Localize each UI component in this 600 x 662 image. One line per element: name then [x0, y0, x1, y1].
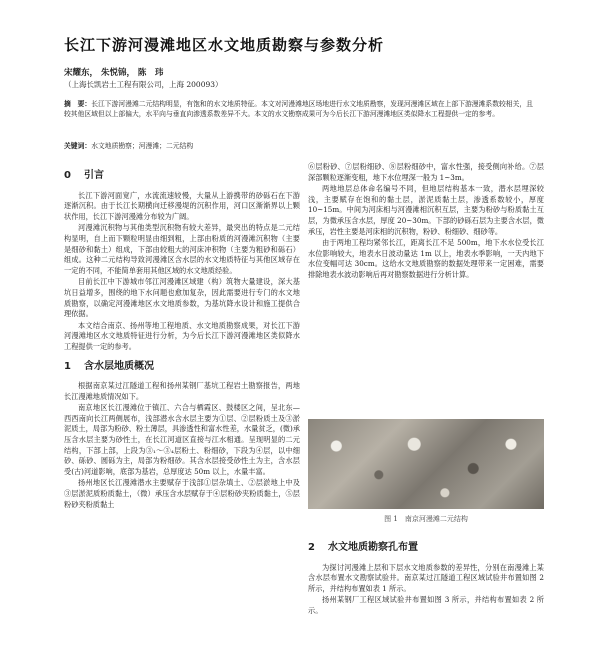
keywords-label: 关键词： [64, 142, 92, 150]
paragraph: 河漫滩沉积物与其他类型沉积物有较大差异，最突出的特点是二元结构显明，自上而下颗粒明显由细到粗，上部由粉质的河漫滩沉积物（主要是细砂和黏土）组成，下部由较粗大的河床冲积物（主要为粗砂和砾石）组成。这种二元结构导致河漫滩区含水层的水文地质特征与其他区域存在一定的不同，不能简单套用其他区域的水文地质经验。 [64, 223, 300, 275]
section-title: 引言 [84, 170, 104, 181]
section-heading-intro [64, 171, 300, 182]
paragraph: 扬州某钢厂工程区域试验井布置如图 3 所示，并结构布置如表 2 所示。 [308, 595, 544, 615]
section-title: 水文地质勘察孔布置 [328, 542, 418, 553]
paragraph: 两地地层总体命名编号不同，但地层结构基本一致，潜水层埋深较浅，主要赋存在饱和的黏土层，淤泥质黏土层，渗透系数较小，厚度 10~15m。中间为河床相与河漫滩相沉积互层，主要为粉砂与粉质黏土互层，为微承压含水层，厚度 20~30m。下部的砂砾石层为主要含水层，微承压，岩性主要是河床相的沉积物，粉砂、粉细砂、细砂等。 [308, 184, 544, 236]
section-number: 0 [64, 170, 71, 181]
abstract-label: 摘 要： [64, 100, 92, 108]
paper-authors: 宋耀东， 朱悦锦， 陈 玮 [64, 68, 164, 78]
paragraph: 为探讨河漫滩上层和下层水文地质参数的差异性，分别在南漫滩上某含水层布置水文勘察试验井。南京某过江隧道工程区域试验井布置如图 2 所示，并结构布置如表 1 所示。 [308, 562, 544, 593]
figure-caption: 图 1 南京河漫滩二元结构 [384, 515, 468, 523]
paragraph: 本文结合南京、扬州等地工程地质、水文地质勘察成果，对长江下游河漫滩地区水文地质特征进行分析，为今后长江下游河漫滩地区类似降水工程提供一定的参考。 [64, 320, 300, 351]
left-column [64, 162, 300, 511]
paragraph: 长江下游河面宽广，水流流速较慢，大量从上游携带的砂砾石在下游逐渐沉积。由于长江长期横向迁移漫堤的沉积作用，河口区渐渐界以上颗状作用，长江下游河漫滩分布较为广阔。 [64, 190, 300, 221]
paragraph: 根据南京某过江隧道工程和扬州某钢厂基坑工程岩土勘察报告，两地长江漫滩地质情况如下。 [64, 381, 300, 401]
section-title: 含水层地质概况 [84, 360, 154, 372]
abstract [64, 100, 538, 119]
right-column [308, 162, 544, 282]
section-heading-aquifer [64, 362, 300, 373]
paragraph: 南京地区长江漫滩位于镇江、六合与栖霞区、鼓楼区之间，呈北东—西西南向长江两侧展布，浅部潜水含水层主要为①层、②层粉质土及③淤泥质土，局部为粉砂、粉土薄层，具渗透性和富水性差，水量贫乏，(微)承压含水层主要为砂性土，在长江河道区直接与江水相通。呈现明显的二元结构，下部上部，上段为③₁～③₄层粉土、粉细砂，下段为④层，以中细砂、砾砂、圆砾为主，局部为粉细砂。其含水层接受砂性土为主，含水层受(古)河道影响，底部为基岩，总厚度达 50m 以上，水量丰富。 [64, 403, 300, 476]
section-heading-borehole [308, 543, 544, 554]
paragraph: ⑥层粉砂、⑦层粉细砂、⑧层粉细砂中，富水性强，接受侧向补给。⑦层深部颗粒逐渐变粗，地下水位埋深一般为 1~3m。 [308, 162, 544, 182]
abstract-text: 长江下游河漫滩二元结构明显，有饱和的水文地质特征。本文对河漫滩地区场地进行水文地质勘察，发现河漫滩区域在上部下游漫滩系数较相关，且较其他区域但以上部偏大，水平向与垂直向渗透系数差异不大。本文的水文勘察成果可为今后长江下游河漫滩地区类似降水工程提供一定的参考。 [64, 100, 533, 118]
figure-photo [308, 419, 544, 509]
paragraph: 扬州地区长江漫滩潜水主要赋存于浅部①层杂填土、②层淤地上中及③层淤泥质粉质黏土，（微）承压含水层赋存于④层粉砂夹粉质黏土，⑤层粉砂夹粉质黏土 [64, 478, 300, 509]
keywords-text: 水文地质勘察；河漫滩；二元结构 [91, 142, 194, 150]
paragraph: 由于两地工程均紧邻长江，距离长江不足 500m，地下水水位受长江水位影响较大，地表水日波动量达 1m 以上，地表水季影响，一天内地下水位变幅可达 30cm。这给水文地质勘察的数据处理带来一定困难，需要排除地表水波动影响后再对勘察数据进行分析计算。 [308, 238, 544, 279]
paper-affiliation: （上海长凯岩土工程有限公司，上海 200093） [64, 80, 223, 89]
paragraph: 目前长江中下游城市邻江河漫滩区域建（构）筑物大量建设，深大基坑日益增多，围绕的地下水问题也愈加复杂，因此需要进行专门的水文地质勘察，以确定河漫滩地区水文地质参数，为基坑降水设计和施工提供合理依据。 [64, 277, 300, 319]
right-column-lower [308, 534, 544, 618]
section-number: 1 [64, 360, 71, 372]
keywords [64, 140, 538, 150]
paper-title: 长江下游河漫滩地区水文地质勘察与参数分析 [64, 36, 385, 54]
section-number: 2 [308, 542, 315, 553]
